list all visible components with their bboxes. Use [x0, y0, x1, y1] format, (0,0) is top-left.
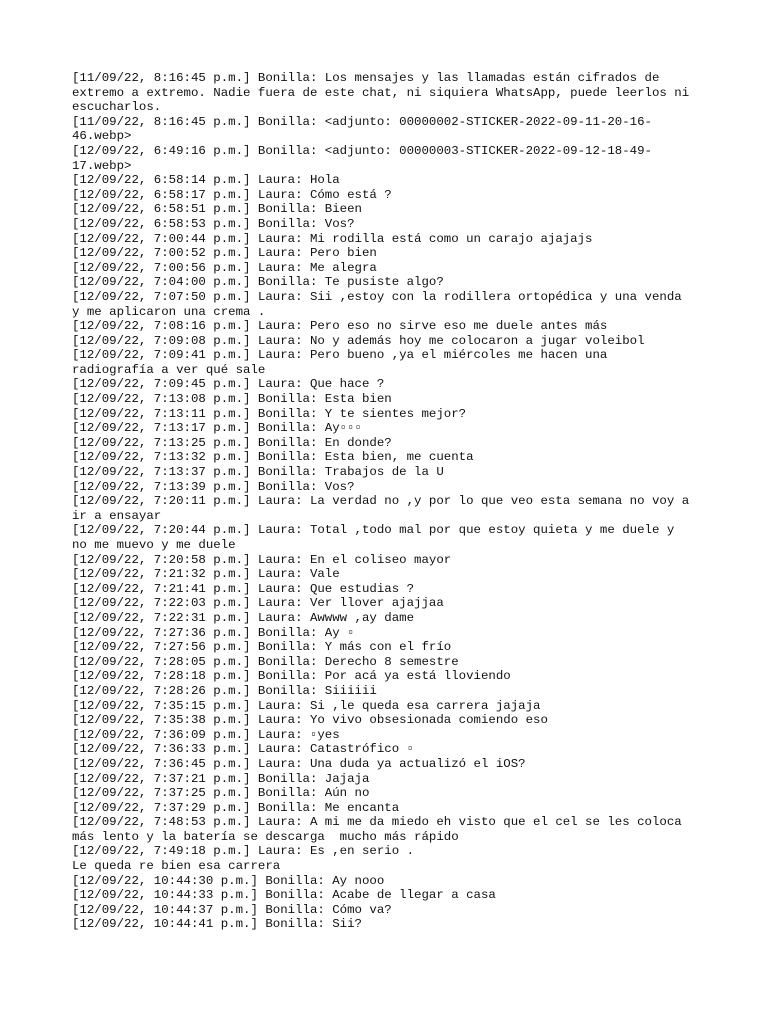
transcript-line: [11/09/22, 8:16:45 p.m.] Bonilla: Los mensajes y las llamadas están cifrados de — [72, 71, 660, 85]
transcript-line: [12/09/22, 7:27:56 p.m.] Bonilla: Y más con el frío — [72, 640, 452, 655]
transcript-line: [12/09/22, 6:58:14 p.m.] Laura: Hola — [72, 173, 340, 188]
transcript-line: [12/09/22, 7:13:17 p.m.] Bonilla: Ay▫▫▫ — [72, 421, 362, 436]
transcript-line: [12/09/22, 6:58:17 p.m.] Laura: Cómo está ? — [72, 187, 392, 202]
transcript-line: [12/09/22, 7:13:37 p.m.] Bonilla: Trabajos de la U — [72, 465, 444, 480]
transcript-line: más lento y la batería se descarga mucho más rápido — [72, 829, 459, 844]
transcript-line: [12/09/22, 10:44:33 p.m.] Bonilla: Acabe de llegar a casa — [72, 888, 496, 903]
transcript-line: [12/09/22, 7:00:52 p.m.] Laura: Pero bien — [72, 246, 377, 261]
transcript-line: [12/09/22, 7:13:11 p.m.] Bonilla: Y te sientes mejor? — [72, 406, 467, 421]
transcript-line: [11/09/22, 8:16:45 p.m.] Bonilla: <adjunto: 00000002-STICKER-2022-09-11-20-16- — [72, 114, 652, 129]
transcript-line: [12/09/22, 7:20:58 p.m.] Laura: En el coliseo mayor — [72, 552, 452, 567]
transcript-line: ir a ensayar — [72, 508, 162, 523]
transcript-line: [12/09/22, 7:36:09 p.m.] Laura: ▫yes — [72, 727, 340, 742]
transcript-line: [12/09/22, 7:09:41 p.m.] Laura: Pero bueno ,ya el miércoles me hacen una — [72, 348, 608, 363]
transcript-line: [12/09/22, 7:22:03 p.m.] Laura: Ver llover ajajjaa — [72, 596, 444, 611]
transcript-line: [12/09/22, 7:00:56 p.m.] Laura: Me alegra — [72, 260, 377, 275]
transcript-line: escucharlos. — [72, 100, 162, 115]
transcript-line: y me aplicaron una crema . — [72, 304, 266, 319]
transcript-line: [12/09/22, 7:20:11 p.m.] Laura: La verdad no ,y por lo que veo esta semana no voy a — [72, 494, 690, 509]
transcript-line: [12/09/22, 7:37:25 p.m.] Bonilla: Aún no — [72, 786, 370, 801]
transcript-line: [12/09/22, 7:49:18 p.m.] Laura: Es ,en serio . — [72, 844, 415, 859]
transcript-line: [12/09/22, 7:27:36 p.m.] Bonilla: Ay ▫ — [72, 625, 355, 640]
transcript-line: [12/09/22, 10:44:37 p.m.] Bonilla: Cómo va? — [72, 902, 392, 917]
transcript-line: [12/09/22, 7:20:44 p.m.] Laura: Total ,todo mal por que estoy quieta y me duele y — [72, 523, 675, 538]
transcript-line: [12/09/22, 6:58:51 p.m.] Bonilla: Bieen — [72, 202, 362, 217]
transcript-line: 46.webp> — [72, 129, 132, 144]
transcript-line: [12/09/22, 7:08:16 p.m.] Laura: Pero eso no sirve eso me duele antes más — [72, 319, 608, 334]
transcript-line: [12/09/22, 10:44:30 p.m.] Bonilla: Ay nooo — [72, 873, 385, 888]
transcript-line: [12/09/22, 7:22:31 p.m.] Laura: Awwww ,ay dame — [72, 610, 415, 625]
transcript-line: [12/09/22, 7:13:39 p.m.] Bonilla: Vos? — [72, 479, 355, 494]
transcript-line: [12/09/22, 7:07:50 p.m.] Laura: Sii ,estoy con la rodillera ortopédica y una venda — [72, 289, 682, 304]
transcript-line: [12/09/22, 7:21:32 p.m.] Laura: Vale — [72, 567, 340, 582]
transcript-line: Le queda re bien esa carrera — [72, 859, 281, 874]
transcript-line: [12/09/22, 7:35:38 p.m.] Laura: Yo vivo obsesionada comiendo eso — [72, 713, 548, 728]
chat-transcript-page — [72, 71, 702, 932]
transcript-line: [12/09/22, 7:04:00 p.m.] Bonilla: Te pusiste algo? — [72, 275, 444, 290]
transcript-line: [12/09/22, 7:36:45 p.m.] Laura: Una duda ya actualizó el iOS? — [72, 756, 526, 771]
transcript-line: radiografía a ver qué sale — [72, 362, 266, 377]
transcript-line: [12/09/22, 7:09:08 p.m.] Laura: No y además hoy me colocaron a jugar voleibol — [72, 333, 645, 348]
transcript-line: [12/09/22, 7:37:29 p.m.] Bonilla: Me encanta — [72, 800, 400, 815]
transcript-line: [12/09/22, 7:35:15 p.m.] Laura: Si ,le queda esa carrera jajaja — [72, 698, 541, 713]
transcript-line: [12/09/22, 6:49:16 p.m.] Bonilla: <adjunto: 00000003-STICKER-2022-09-12-18-49- — [72, 143, 652, 158]
transcript-line: [12/09/22, 7:28:05 p.m.] Bonilla: Derecho 8 semestre — [72, 654, 459, 669]
transcript-line: 17.webp> — [72, 158, 132, 173]
transcript-line: [12/09/22, 7:28:26 p.m.] Bonilla: Siiiiii — [72, 683, 377, 698]
transcript-line: [12/09/22, 6:58:53 p.m.] Bonilla: Vos? — [72, 216, 355, 231]
transcript-line: [12/09/22, 7:36:33 p.m.] Laura: Catastrófico ▫ — [72, 742, 415, 757]
transcript-line: [12/09/22, 7:13:08 p.m.] Bonilla: Esta bien — [72, 392, 392, 407]
transcript-line: [12/09/22, 10:44:41 p.m.] Bonilla: Sii? — [72, 917, 362, 932]
transcript-line: [12/09/22, 7:13:32 p.m.] Bonilla: Esta bien, me cuenta — [72, 450, 474, 465]
transcript-line: [12/09/22, 7:09:45 p.m.] Laura: Que hace ? — [72, 377, 385, 392]
transcript-line: [12/09/22, 7:28:18 p.m.] Bonilla: Por acá ya está lloviendo — [72, 669, 511, 684]
transcript-line: extremo a extremo. Nadie fuera de este chat, ni siquiera WhatsApp, puede leerlos ni — [72, 85, 690, 100]
transcript-line: [12/09/22, 7:00:44 p.m.] Laura: Mi rodilla está como un carajo ajajajs — [72, 231, 593, 246]
transcript-line: [12/09/22, 7:21:41 p.m.] Laura: Que estudias ? — [72, 581, 415, 596]
transcript-line: [12/09/22, 7:48:53 p.m.] Laura: A mi me da miedo eh visto que el cel se les coloca — [72, 815, 682, 830]
transcript-line: [12/09/22, 7:37:21 p.m.] Bonilla: Jajaja — [72, 771, 370, 786]
transcript-line: no me muevo y me duele — [72, 538, 236, 552]
transcript-line: [12/09/22, 7:13:25 p.m.] Bonilla: En donde? — [72, 435, 392, 450]
